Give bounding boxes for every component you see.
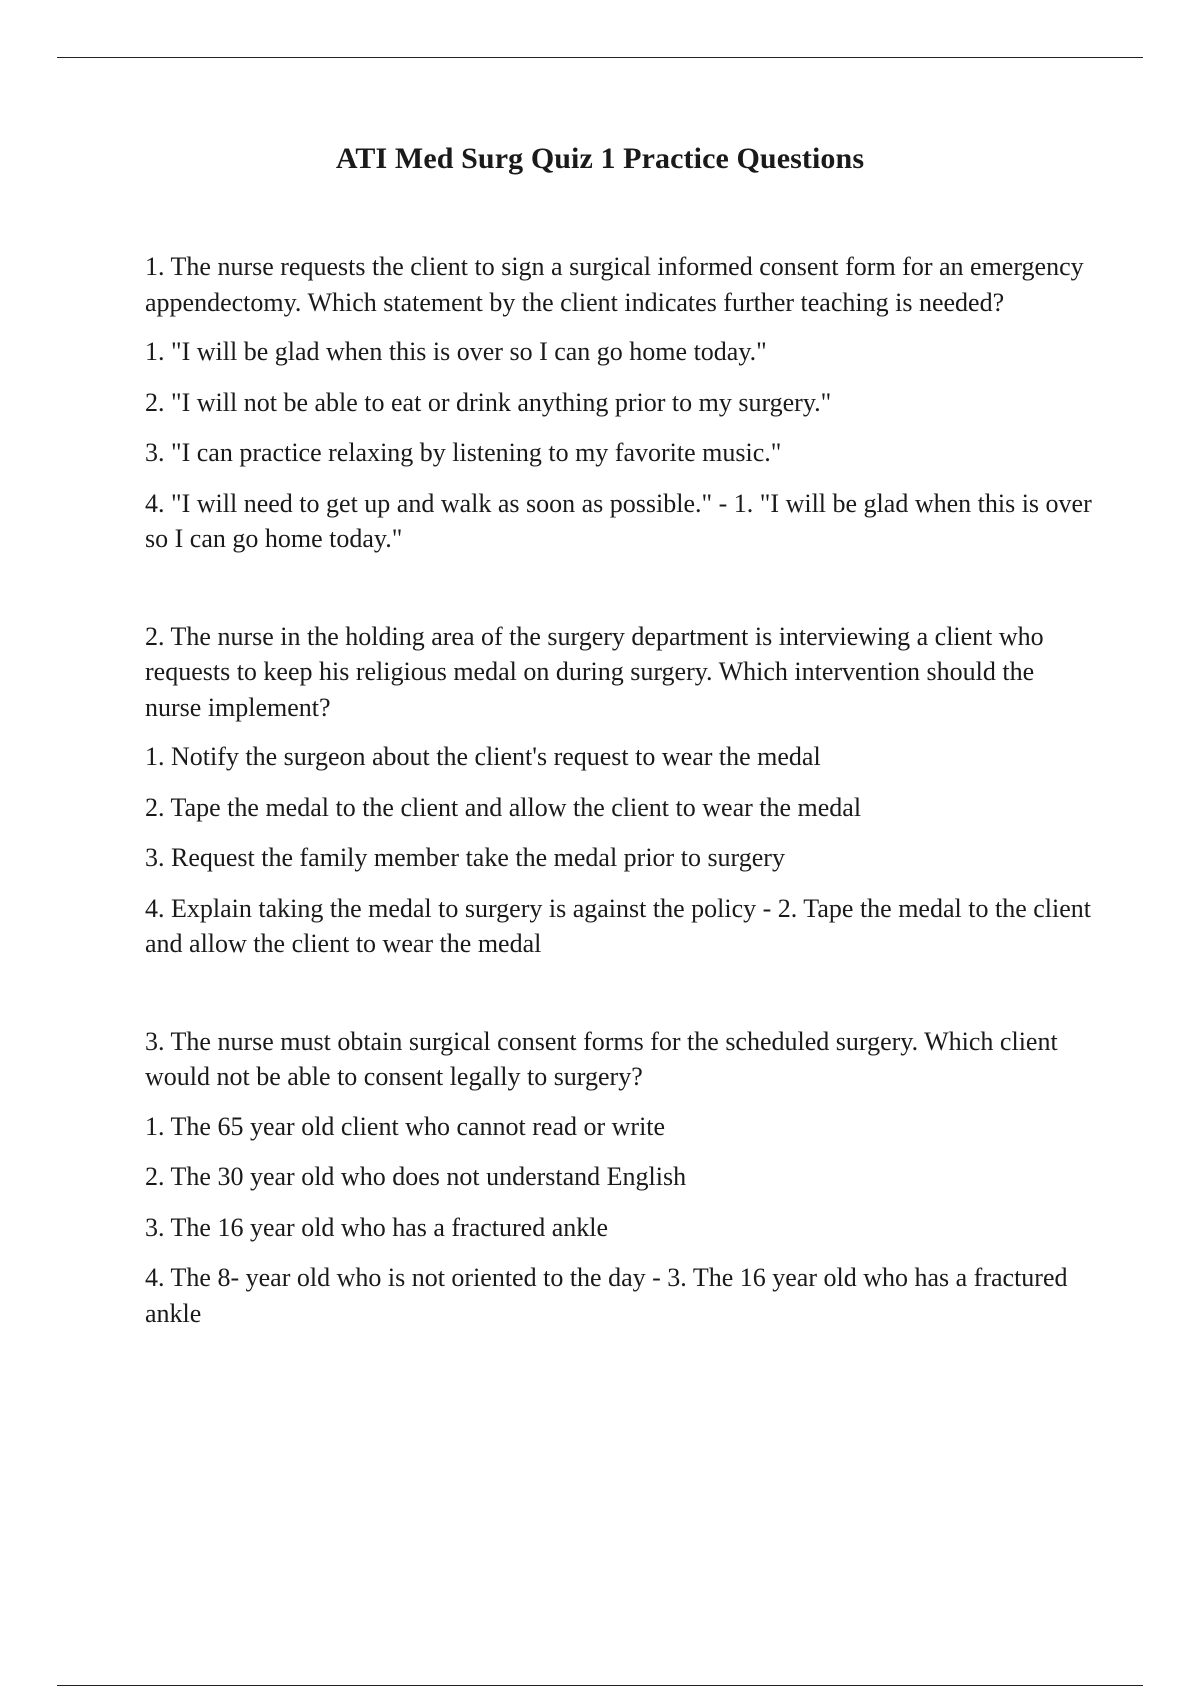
top-rule xyxy=(57,57,1143,58)
answer-option: 1. The 65 year old client who cannot read or write xyxy=(145,1111,666,1141)
question-list xyxy=(145,249,1095,1331)
answer-option: 1. "I will be glad when this is over so I can go home today." xyxy=(145,337,767,366)
answer-option: 3. "I can practice relaxing by listening to my favorite music." xyxy=(145,438,782,467)
page-title: ATI Med Surg Quiz 1 Practice Questions xyxy=(335,142,865,175)
answer-option: 2. The 30 year old who does not understand English xyxy=(145,1162,687,1191)
question-stem: 2. The nurse in the holding area of the surgery department is interviewing a client who requests to keep his religious medal on during surgery. Which intervention should the nurse implement? xyxy=(145,621,1044,722)
answer-option: 1. Notify the surgeon about the client's request to wear the medal xyxy=(145,742,821,771)
answer-options xyxy=(145,334,1095,557)
answer-option: 4. Explain taking the medal to surgery is against the policy - 2. Tape the medal to the client and allow the client to wear the medal xyxy=(145,893,1091,958)
answer-options xyxy=(145,739,1095,962)
question-2 xyxy=(145,619,1095,962)
question-1 xyxy=(145,249,1095,557)
answer-option: 2. Tape the medal to the client and allow the client to wear the medal xyxy=(145,792,862,822)
answer-option: 4. "I will need to get up and walk as soon as possible." - 1. "I will be glad when this is over so I can go home today." xyxy=(145,488,1092,553)
answer-option: 3. The 16 year old who has a fractured ankle xyxy=(145,1212,609,1242)
answer-options xyxy=(145,1109,1095,1332)
question-stem: 3. The nurse must obtain surgical consent forms for the scheduled surgery. Which client would not be able to consent legally to surgery? xyxy=(145,1026,1058,1091)
answer-option: 2. "I will not be able to eat or drink anything prior to my surgery." xyxy=(145,387,832,417)
answer-option: 3. Request the family member take the medal prior to surgery xyxy=(145,843,785,872)
answer-option: 4. The 8- year old who is not oriented to the day - 3. The 16 year old who has a fractured ankle xyxy=(145,1263,1068,1328)
question-stem: 1. The nurse requests the client to sign a surgical informed consent form for an emergency appendectomy. Which statement by the client indicates further teaching is needed? xyxy=(145,252,1084,317)
bottom-rule xyxy=(57,1685,1143,1686)
question-3 xyxy=(145,1024,1095,1332)
